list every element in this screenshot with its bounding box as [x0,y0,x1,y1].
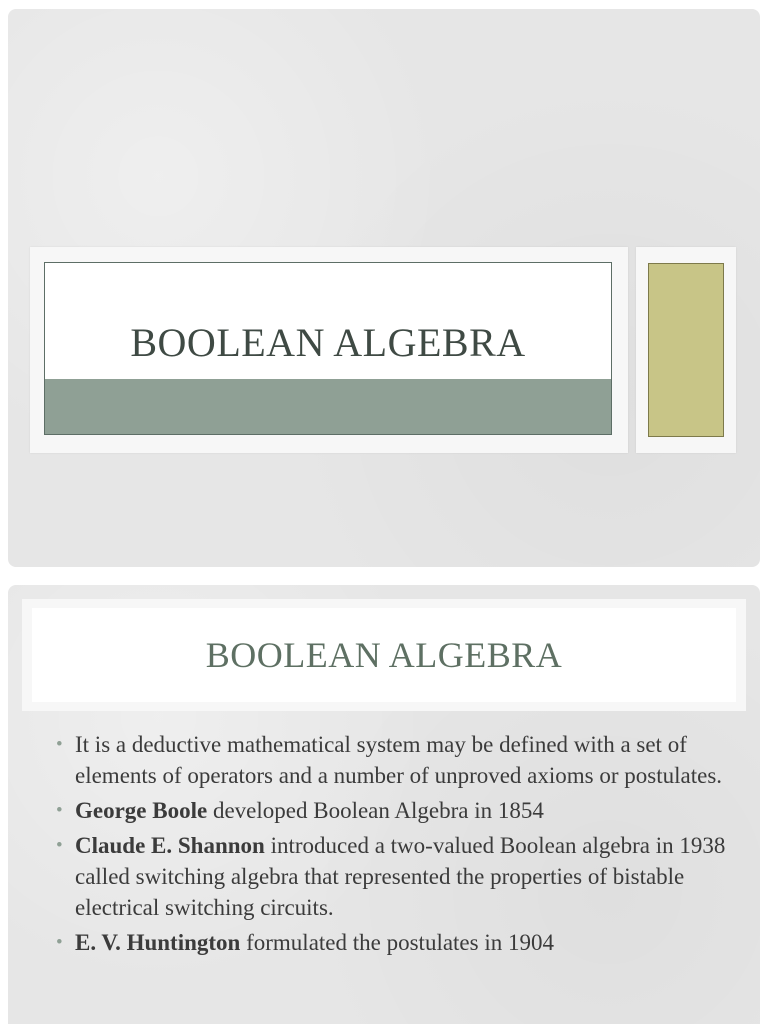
bullet-list [54,729,734,962]
heading-box [32,608,736,702]
bullet-icon: • [56,800,63,821]
accent-frame [636,247,736,453]
title-frame [30,247,628,453]
bullet-item [54,927,734,958]
slide-heading: BOOLEAN ALGEBRA [205,635,563,675]
bullet-icon: • [56,734,63,755]
title-box [44,262,612,435]
bullet-bold: Claude E. Shannon [75,833,265,858]
title-band [45,379,611,434]
slide-title-text: BOOLEAN ALGEBRA [130,320,526,365]
bullet-text: formulated the postulates in 1904 [240,930,554,955]
bullet-item [54,795,734,826]
bullet-bold: E. V. Huntington [75,930,241,955]
bullet-item [54,729,734,791]
bullet-text: It is a deductive mathematical system may be defined with a set of elements of operators and a number of unproved axioms or postulates. [75,732,723,788]
heading-frame [22,599,746,711]
bullet-text: developed Boolean Algebra in 1854 [207,798,544,823]
bullet-text: introduced a two-valued Boolean algebra in 1938 called switching algebra that represented the properties of bistable electrical switching circuits. [75,833,726,920]
slide-title [8,9,760,567]
slide-content [8,585,760,1024]
bullet-icon: • [56,932,63,953]
bullet-item [54,830,734,923]
accent-block [648,263,724,437]
bullet-icon: • [56,835,63,856]
bullet-bold: George Boole [75,798,208,823]
